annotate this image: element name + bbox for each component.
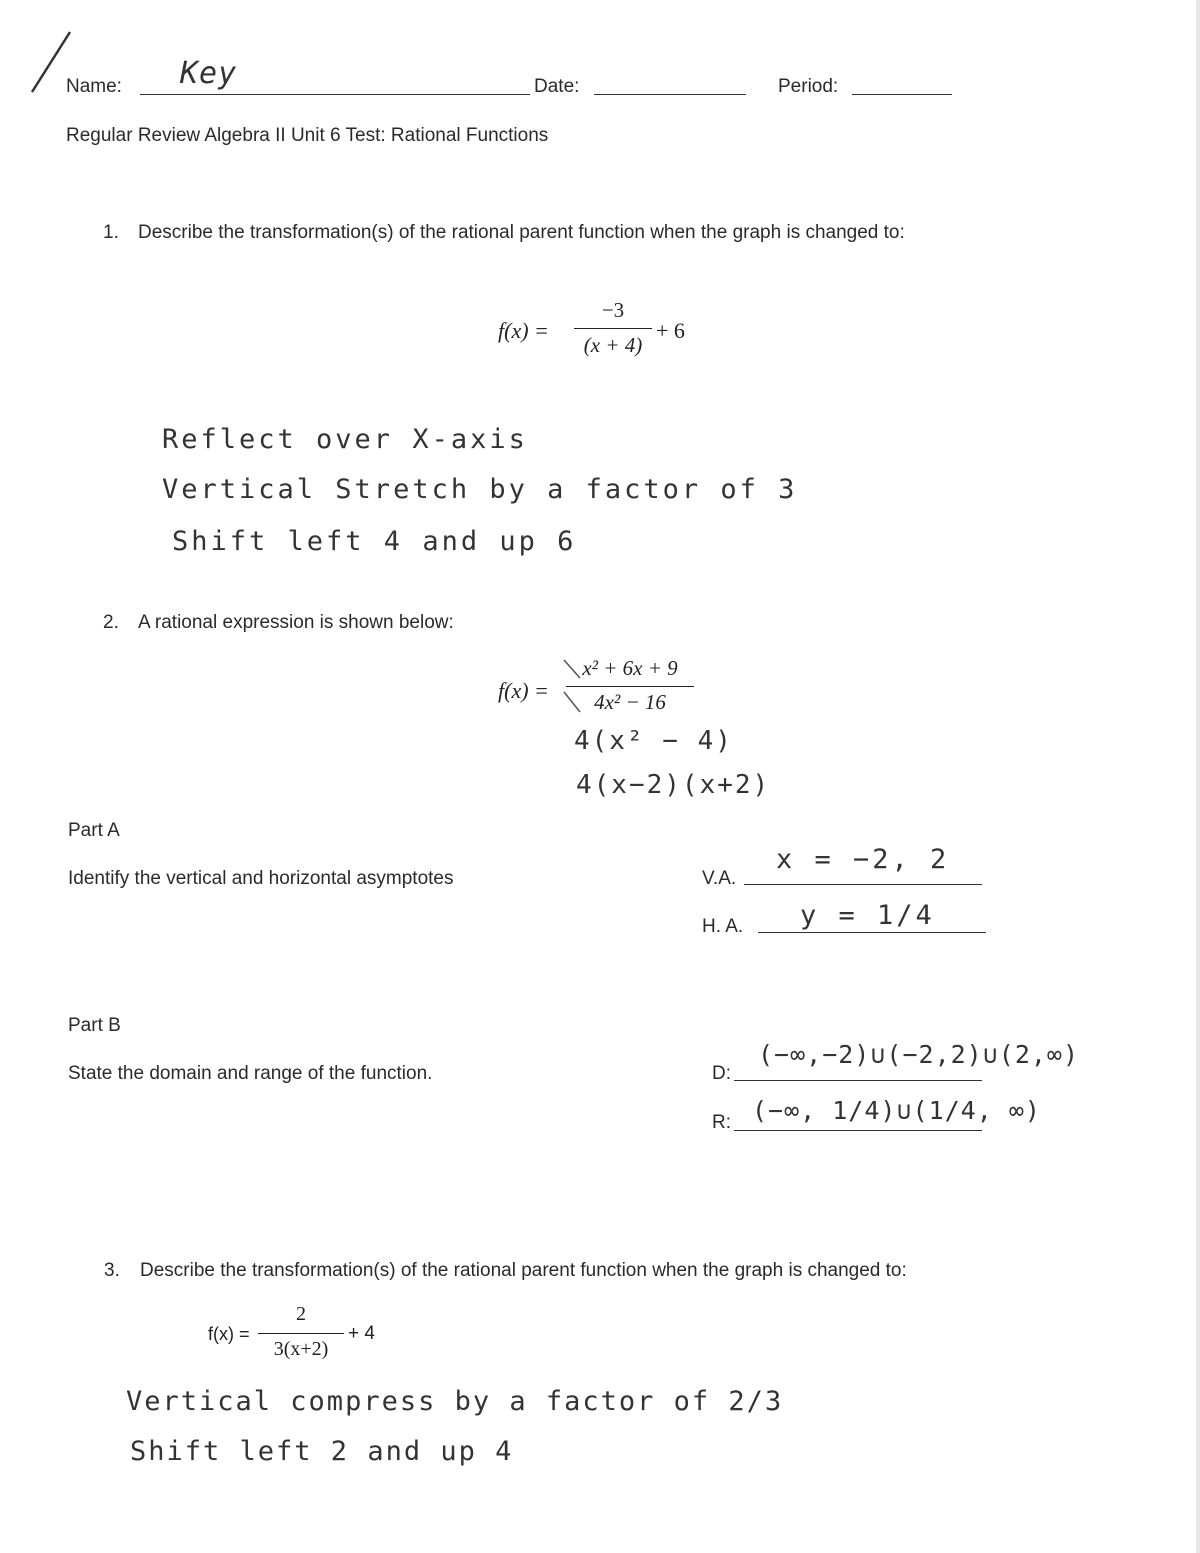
q2-cancel-marks — [560, 652, 610, 718]
range-value: (−∞, 1/4)∪(1/4, ∞) — [752, 1096, 1041, 1125]
q1-tail: + 6 — [656, 318, 685, 343]
ha-label: H. A. — [702, 916, 744, 937]
q2-partA-prompt: Identify the vertical and horizontal asymptotes — [68, 868, 454, 889]
range-label: R: — [712, 1112, 731, 1133]
q2-number: 2. — [103, 612, 119, 633]
q1-number: 1. — [103, 222, 119, 243]
q2-denominator: 4x² − 16 — [594, 690, 666, 714]
scan-edge — [1196, 0, 1200, 1553]
q3-number: 3. — [104, 1260, 120, 1281]
va-label: V.A. — [702, 868, 737, 889]
q3-denominator: 3(x+2) — [273, 1338, 329, 1360]
q2-prompt: A rational expression is shown below: — [138, 612, 454, 633]
page-title: Regular Review Algebra II Unit 6 Test: Rational Functions — [66, 125, 549, 146]
q1-func-lhs: f(x) = — [498, 318, 549, 343]
q1-answer-line-2: Vertical Stretch by a factor of 3 — [162, 474, 798, 505]
q2-func-lhs: f(x) = — [498, 678, 549, 703]
q3-numerator: 2 — [296, 1303, 306, 1325]
va-line — [744, 884, 982, 885]
q3-tail: + 4 — [348, 1323, 375, 1344]
name-label: Name: — [66, 76, 122, 97]
q3-prompt: Describe the transformation(s) of the rational parent function when the graph is changed to: — [140, 1260, 907, 1281]
q3-func-lhs: f(x) = — [208, 1324, 250, 1344]
q1-numerator: −3 — [601, 298, 625, 322]
q3-fraction-bar — [258, 1333, 344, 1334]
q3-answer-line-2: Shift left 2 and up 4 — [130, 1436, 514, 1467]
domain-value: (−∞,−2)∪(−2,2)∪(2,∞) — [758, 1040, 1080, 1069]
q1-prompt: Describe the transformation(s) of the rational parent function when the graph is changed to: — [138, 222, 905, 243]
range-line — [734, 1130, 982, 1131]
q2-partA-heading: Part A — [68, 820, 120, 841]
date-label: Date: — [534, 76, 580, 97]
ha-value: y = 1/4 — [800, 900, 935, 931]
period-label: Period: — [778, 76, 839, 97]
name-line — [140, 94, 530, 95]
date-line — [594, 94, 746, 95]
ha-line — [758, 932, 986, 933]
q2-partB-heading: Part B — [68, 1015, 121, 1036]
va-value: x = −2, 2 — [776, 844, 950, 875]
q2-work-line-1: 4(x² − 4) — [574, 726, 733, 756]
q3-answer-line-1: Vertical compress by a factor of 2/3 — [126, 1386, 784, 1417]
q1-fraction-bar — [574, 328, 652, 329]
q2-numerator: x² + 6x + 9 — [582, 656, 678, 680]
q1-denominator: (x + 4) — [583, 333, 643, 357]
period-line — [852, 94, 952, 95]
domain-line — [734, 1080, 982, 1081]
q2-work-line-2: 4(x−2)(x+2) — [576, 770, 771, 800]
name-value: Key — [180, 56, 238, 91]
q2-partB-prompt: State the domain and range of the function. — [68, 1063, 433, 1084]
q1-answer-line-3: Shift left 4 and up 6 — [172, 526, 577, 557]
q1-answer-line-1: Reflect over X-axis — [162, 424, 528, 455]
domain-label: D: — [712, 1063, 731, 1084]
